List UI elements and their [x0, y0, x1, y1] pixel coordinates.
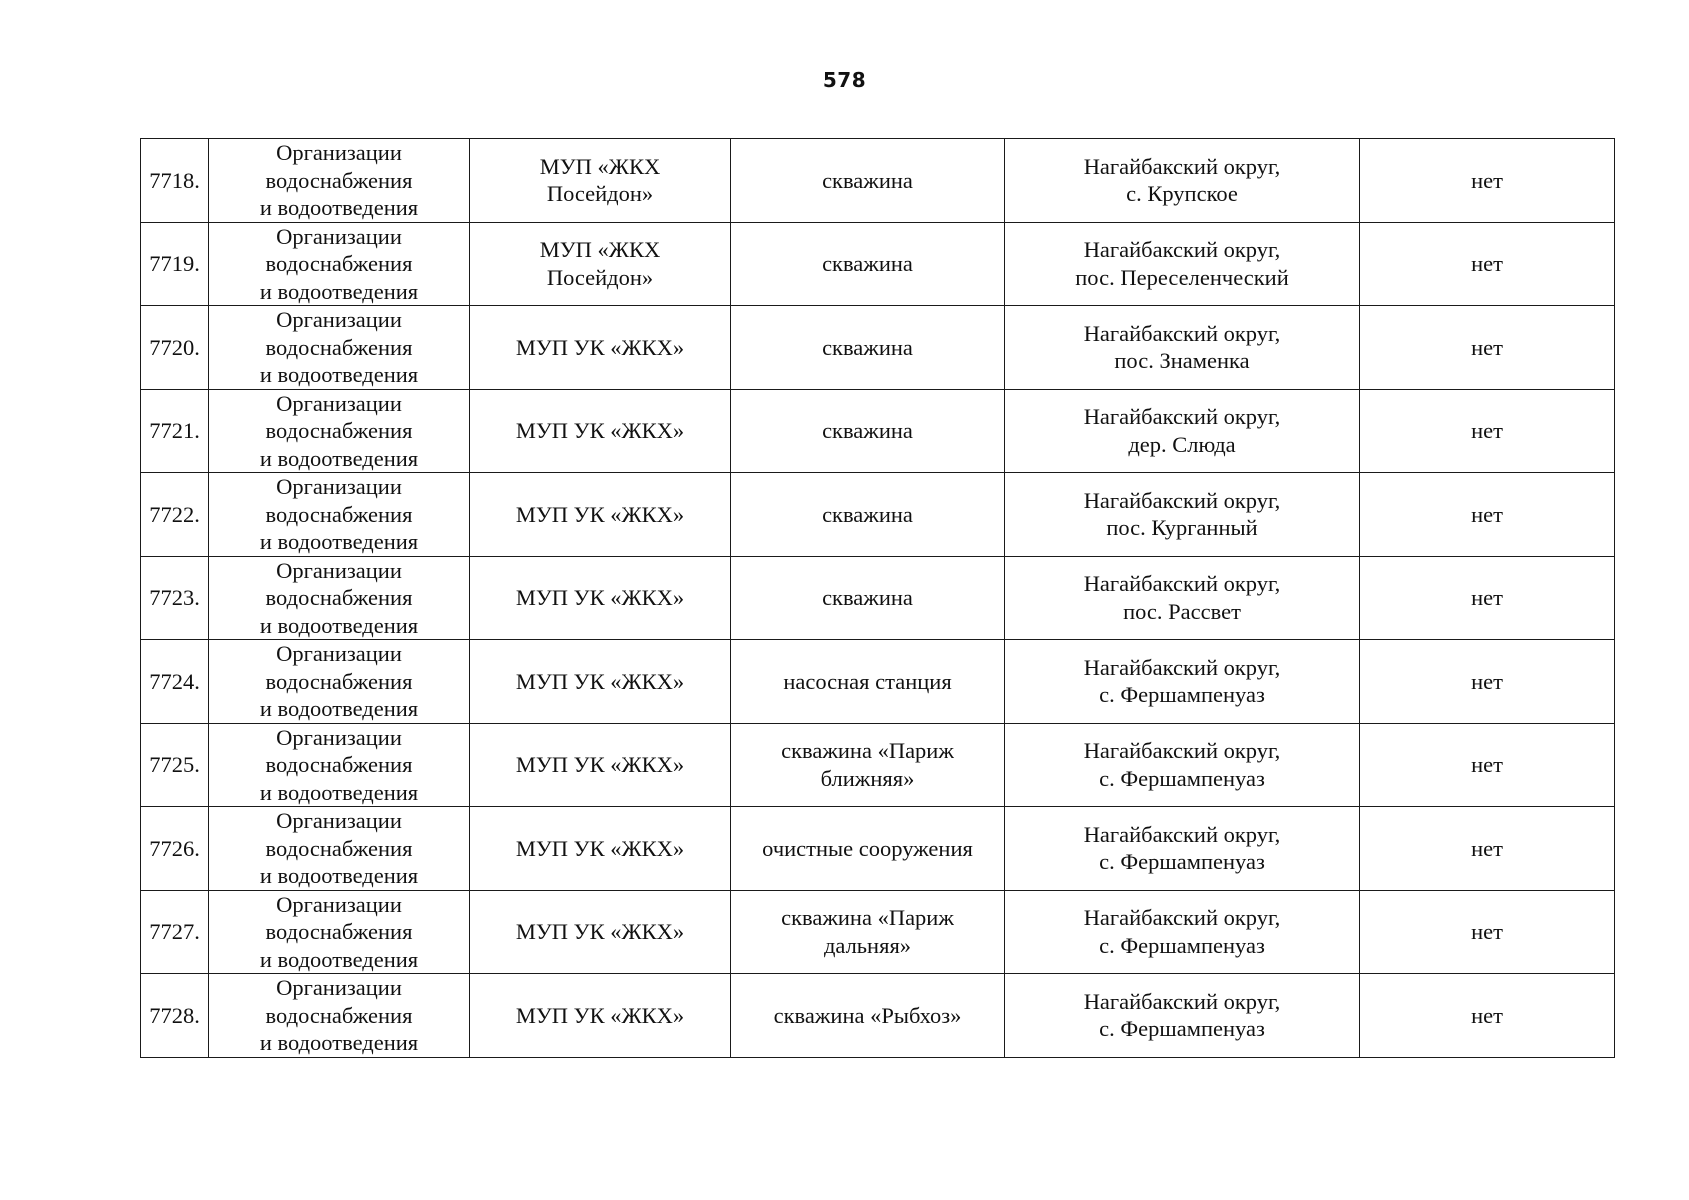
object-type-line: скважина [822, 167, 913, 193]
table-row [141, 723, 1615, 807]
object-type-line: скважина [822, 418, 913, 443]
category-line: водоснабжения [265, 668, 413, 694]
object-type-cell [731, 723, 1005, 807]
category-line: и водоотведения [259, 779, 419, 805]
category-cell [209, 473, 470, 557]
table-row [141, 890, 1615, 974]
category-line: и водоотведения [259, 696, 419, 721]
object-type-cell [731, 139, 1005, 223]
address-line: пос. Рассвет [1123, 598, 1241, 624]
category-line: водоснабжения [265, 919, 413, 944]
row-number-cell: 7718. [141, 139, 209, 223]
category-cell [209, 807, 470, 891]
row-number-cell: 7720. [141, 306, 209, 390]
address-line: Нагайбакский округ, [1083, 320, 1281, 346]
object-type-cell [731, 389, 1005, 473]
flag-cell: нет [1360, 389, 1615, 473]
object-type-line: скважина «Рыбхоз» [773, 1002, 962, 1028]
flag-cell: нет [1360, 306, 1615, 390]
category-line: и водоотведения [259, 946, 419, 972]
object-type-cell [731, 473, 1005, 557]
organization-cell [470, 890, 731, 974]
object-type-cell [731, 306, 1005, 390]
table-row [141, 640, 1615, 724]
row-number-cell: 7728. [141, 974, 209, 1058]
category-line: Организации [276, 557, 402, 583]
category-line: Организации [276, 223, 402, 249]
flag-cell: нет [1360, 222, 1615, 306]
registry-table-body [141, 139, 1615, 1058]
category-line: и водоотведения [259, 278, 419, 304]
organization-line: МУП УК «ЖКХ» [515, 668, 685, 694]
object-type-line: скважина [822, 334, 913, 360]
organization-line: МУП «ЖКХ [539, 153, 661, 179]
address-line: Нагайбакский округ, [1083, 153, 1281, 179]
address-cell [1005, 640, 1360, 724]
object-type-cell [731, 974, 1005, 1058]
category-line: Организации [276, 307, 402, 332]
flag-cell: нет [1360, 139, 1615, 223]
category-line: и водоотведения [259, 529, 419, 554]
table-row [141, 473, 1615, 557]
category-line: и водоотведения [259, 445, 419, 471]
row-number-cell: 7719. [141, 222, 209, 306]
address-cell [1005, 807, 1360, 891]
page-number: 578 [822, 68, 867, 92]
row-number-cell: 7722. [141, 473, 209, 557]
category-line: Организации [276, 474, 402, 499]
address-line: с. Крупское [1126, 181, 1238, 207]
category-line: водоснабжения [265, 835, 413, 861]
address-line: Нагайбакский округ, [1083, 654, 1281, 680]
flag-cell: нет [1360, 723, 1615, 807]
organization-cell [470, 306, 731, 390]
organization-line: МУП УК «ЖКХ» [515, 418, 685, 443]
category-line: Организации [276, 808, 402, 833]
registry-table [140, 138, 1615, 1058]
address-line: дер. Слюда [1128, 431, 1236, 457]
address-cell [1005, 222, 1360, 306]
object-type-line: насосная станция [783, 668, 952, 694]
organization-cell [470, 556, 731, 640]
object-type-line: скважина «Париж [781, 738, 954, 764]
flag-cell: нет [1360, 890, 1615, 974]
address-cell [1005, 890, 1360, 974]
flag-cell: нет [1360, 556, 1615, 640]
address-line: Нагайбакский округ, [1083, 905, 1281, 931]
organization-line: МУП «ЖКХ [539, 237, 661, 263]
category-cell [209, 640, 470, 724]
row-number-cell: 7726. [141, 807, 209, 891]
object-type-line: ближняя» [820, 765, 915, 791]
category-line: Организации [276, 140, 402, 165]
organization-cell [470, 139, 731, 223]
category-line: Организации [276, 975, 402, 1000]
table-row [141, 974, 1615, 1058]
table-row [141, 807, 1615, 891]
category-line: водоснабжения [265, 752, 413, 777]
object-type-line: скважина [822, 501, 913, 527]
organization-line: МУП УК «ЖКХ» [515, 919, 685, 944]
row-number-cell: 7721. [141, 389, 209, 473]
category-line: Организации [276, 891, 402, 917]
address-cell [1005, 723, 1360, 807]
category-line: Организации [276, 641, 402, 666]
object-type-cell [731, 890, 1005, 974]
category-line: водоснабжения [265, 1002, 413, 1028]
organization-line: МУП УК «ЖКХ» [515, 835, 685, 861]
address-line: с. Фершампенуаз [1099, 1016, 1265, 1042]
address-cell [1005, 974, 1360, 1058]
category-cell [209, 222, 470, 306]
object-type-cell [731, 807, 1005, 891]
category-line: Организации [276, 390, 402, 416]
organization-cell [470, 640, 731, 724]
row-number-cell: 7723. [141, 556, 209, 640]
address-cell [1005, 556, 1360, 640]
address-line: с. Фершампенуаз [1099, 765, 1265, 791]
category-line: и водоотведения [259, 863, 419, 888]
category-cell [209, 890, 470, 974]
object-type-cell [731, 640, 1005, 724]
organization-line: МУП УК «ЖКХ» [515, 501, 685, 527]
organization-line: МУП УК «ЖКХ» [515, 1002, 685, 1028]
category-line: и водоотведения [259, 1030, 419, 1055]
table-row [141, 222, 1615, 306]
address-line: с. Фершампенуаз [1099, 932, 1265, 958]
category-line: водоснабжения [265, 167, 413, 193]
address-line: Нагайбакский округ, [1083, 404, 1281, 430]
organization-line: Посейдон» [546, 181, 654, 207]
category-cell [209, 389, 470, 473]
object-type-line: скважина [822, 251, 913, 276]
organization-cell [470, 974, 731, 1058]
address-line: пос. Переселенческий [1075, 264, 1289, 290]
organization-cell [470, 389, 731, 473]
category-line: и водоотведения [259, 362, 419, 387]
address-cell [1005, 389, 1360, 473]
table-row [141, 139, 1615, 223]
table-row [141, 556, 1615, 640]
flag-cell: нет [1360, 640, 1615, 724]
organization-line: МУП УК «ЖКХ» [515, 752, 685, 777]
category-line: и водоотведения [259, 195, 419, 220]
flag-cell: нет [1360, 473, 1615, 557]
object-type-line: скважина [822, 585, 913, 610]
object-type-cell [731, 222, 1005, 306]
organization-cell [470, 222, 731, 306]
category-line: водоснабжения [265, 251, 413, 276]
address-line: Нагайбакский округ, [1083, 487, 1281, 513]
address-line: с. Фершампенуаз [1099, 849, 1265, 875]
category-line: водоснабжения [265, 501, 413, 527]
flag-cell: нет [1360, 974, 1615, 1058]
category-line: водоснабжения [265, 585, 413, 610]
address-line: Нагайбакский округ, [1083, 738, 1281, 764]
category-cell [209, 723, 470, 807]
organization-line: МУП УК «ЖКХ» [515, 585, 685, 610]
category-line: и водоотведения [259, 612, 419, 638]
flag-cell: нет [1360, 807, 1615, 891]
table-row [141, 389, 1615, 473]
category-cell [209, 556, 470, 640]
row-number-cell: 7724. [141, 640, 209, 724]
object-type-line: очистные сооружения [762, 835, 973, 861]
address-line: пос. Знаменка [1114, 348, 1250, 374]
category-line: Организации [276, 724, 402, 750]
category-line: водоснабжения [265, 334, 413, 360]
organization-line: Посейдон» [546, 264, 654, 290]
row-number-cell: 7725. [141, 723, 209, 807]
organization-cell [470, 723, 731, 807]
row-number-cell: 7727. [141, 890, 209, 974]
address-line: Нагайбакский округ, [1083, 571, 1281, 597]
address-line: пос. Курганный [1106, 515, 1258, 541]
address-cell [1005, 473, 1360, 557]
organization-cell [470, 473, 731, 557]
table-row [141, 306, 1615, 390]
category-line: водоснабжения [265, 418, 413, 443]
address-line: Нагайбакский округ, [1083, 237, 1281, 263]
object-type-line: дальняя» [823, 932, 912, 958]
address-cell [1005, 139, 1360, 223]
address-cell [1005, 306, 1360, 390]
address-line: Нагайбакский округ, [1083, 821, 1281, 847]
organization-line: МУП УК «ЖКХ» [515, 334, 685, 360]
address-line: Нагайбакский округ, [1083, 988, 1281, 1014]
address-line: с. Фершампенуаз [1099, 682, 1265, 708]
category-cell [209, 974, 470, 1058]
object-type-line: скважина «Париж [781, 905, 954, 931]
category-cell [209, 139, 470, 223]
category-cell [209, 306, 470, 390]
object-type-cell [731, 556, 1005, 640]
organization-cell [470, 807, 731, 891]
